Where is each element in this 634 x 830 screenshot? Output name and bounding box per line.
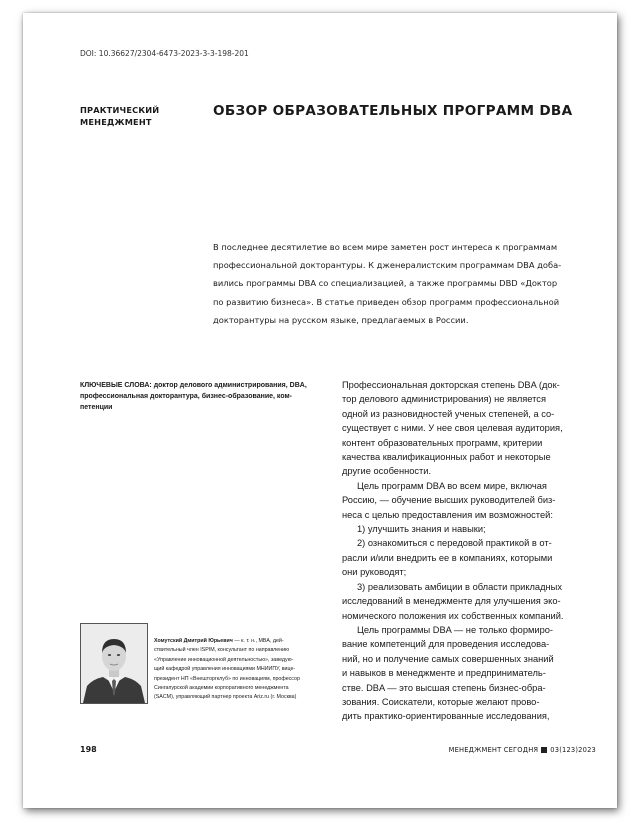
doi-label: DOI: 10.36627/2304-6473-2023-3-3-198-201 <box>80 49 249 58</box>
author-bio: — к. т. н., MBA, дей- ствительный член ISPIM, консультант по направлению «Управление инновационной деятельностью», заведую- щий кафедрой управления инновациями МНИИПУ, вице- президент НП «Внешторгклуб» по инновациям, профессор Сингапурской академии корпоративного менеджмента (SACM), управляющий партнер проекта Ariz.ru (г. Москва) <box>154 638 300 701</box>
author-portrait-icon <box>81 624 147 703</box>
keywords-block: КЛЮЧЕВЫЕ СЛОВА: доктор делового администрирования, DBA, профессиональная докторантура, бизнес-образование, ком- петенции <box>80 382 307 411</box>
page-number: 198 <box>80 745 97 754</box>
goals-list <box>342 522 612 623</box>
author-info <box>154 637 324 703</box>
author-name: Хомутский Дмитрий Юрьевич <box>154 638 233 644</box>
list-item: 3) реализовать амбиции в области прикладных исследований в менеджменте для улучшения эко- номического положения их собственных компаний. <box>342 581 564 621</box>
body-paragraph: Цель программ DBA во всем мире, включая Россию, — обучение высших руководителей биз- неса с целью предоставления им возможностей: <box>342 480 556 520</box>
section-heading: ПРАКТИЧЕСКИЙ МЕНЕДЖМЕНТ <box>80 105 160 127</box>
journal-page <box>23 13 617 808</box>
article-abstract: В последнее десятилетие во всем мире заметен рост интереса к программам профессиональной докторантуры. К дженералистским программам DBA доба- вились программы DBA со специализацией, а также программы DBD «Доктор по развитию бизнеса». В статье приведен обзор программ профессиональной докторантуры на русском языке, предлагаемых в России. <box>213 242 562 325</box>
body-paragraph: Цель программы DBA — не только формиро- вание компетенций для проведения исследова- ний, но и получение самых совершенных знаний и навыков в менеджменте и предприниматель- стве. DBA — это высшая степень бизнес-обра- зования. Соискатели, которые желают прово- дить практико-ориентированные исследования, <box>342 624 554 722</box>
list-item: 2) ознакомиться с передовой практикой в от- расли и/или внедрить ее в компаниях, которыми они руководят; <box>342 538 553 578</box>
body-paragraph: Профессиональная докторская степень DBA (док- тор делового администрирования) не является одной из разновидностей ученых степеней, а со- существует с ними. У нее своя целевая аудитория, контент образовательных программ, критерии качества квалификационных работ и некоторые другие особенности. <box>342 380 563 477</box>
journal-issue: 03(123)2023 <box>550 746 596 754</box>
list-item: 1) улучшить знания и навыки; <box>357 524 486 535</box>
author-photo <box>80 623 148 704</box>
article-title: ОБЗОР ОБРАЗОВАТЕЛЬНЫХ ПРОГРАММ DBA <box>213 103 573 119</box>
journal-footer <box>449 746 596 754</box>
article-body <box>342 378 612 724</box>
journal-name: МЕНЕДЖМЕНТ СЕГОДНЯ <box>448 746 539 754</box>
square-separator-icon <box>541 747 547 753</box>
